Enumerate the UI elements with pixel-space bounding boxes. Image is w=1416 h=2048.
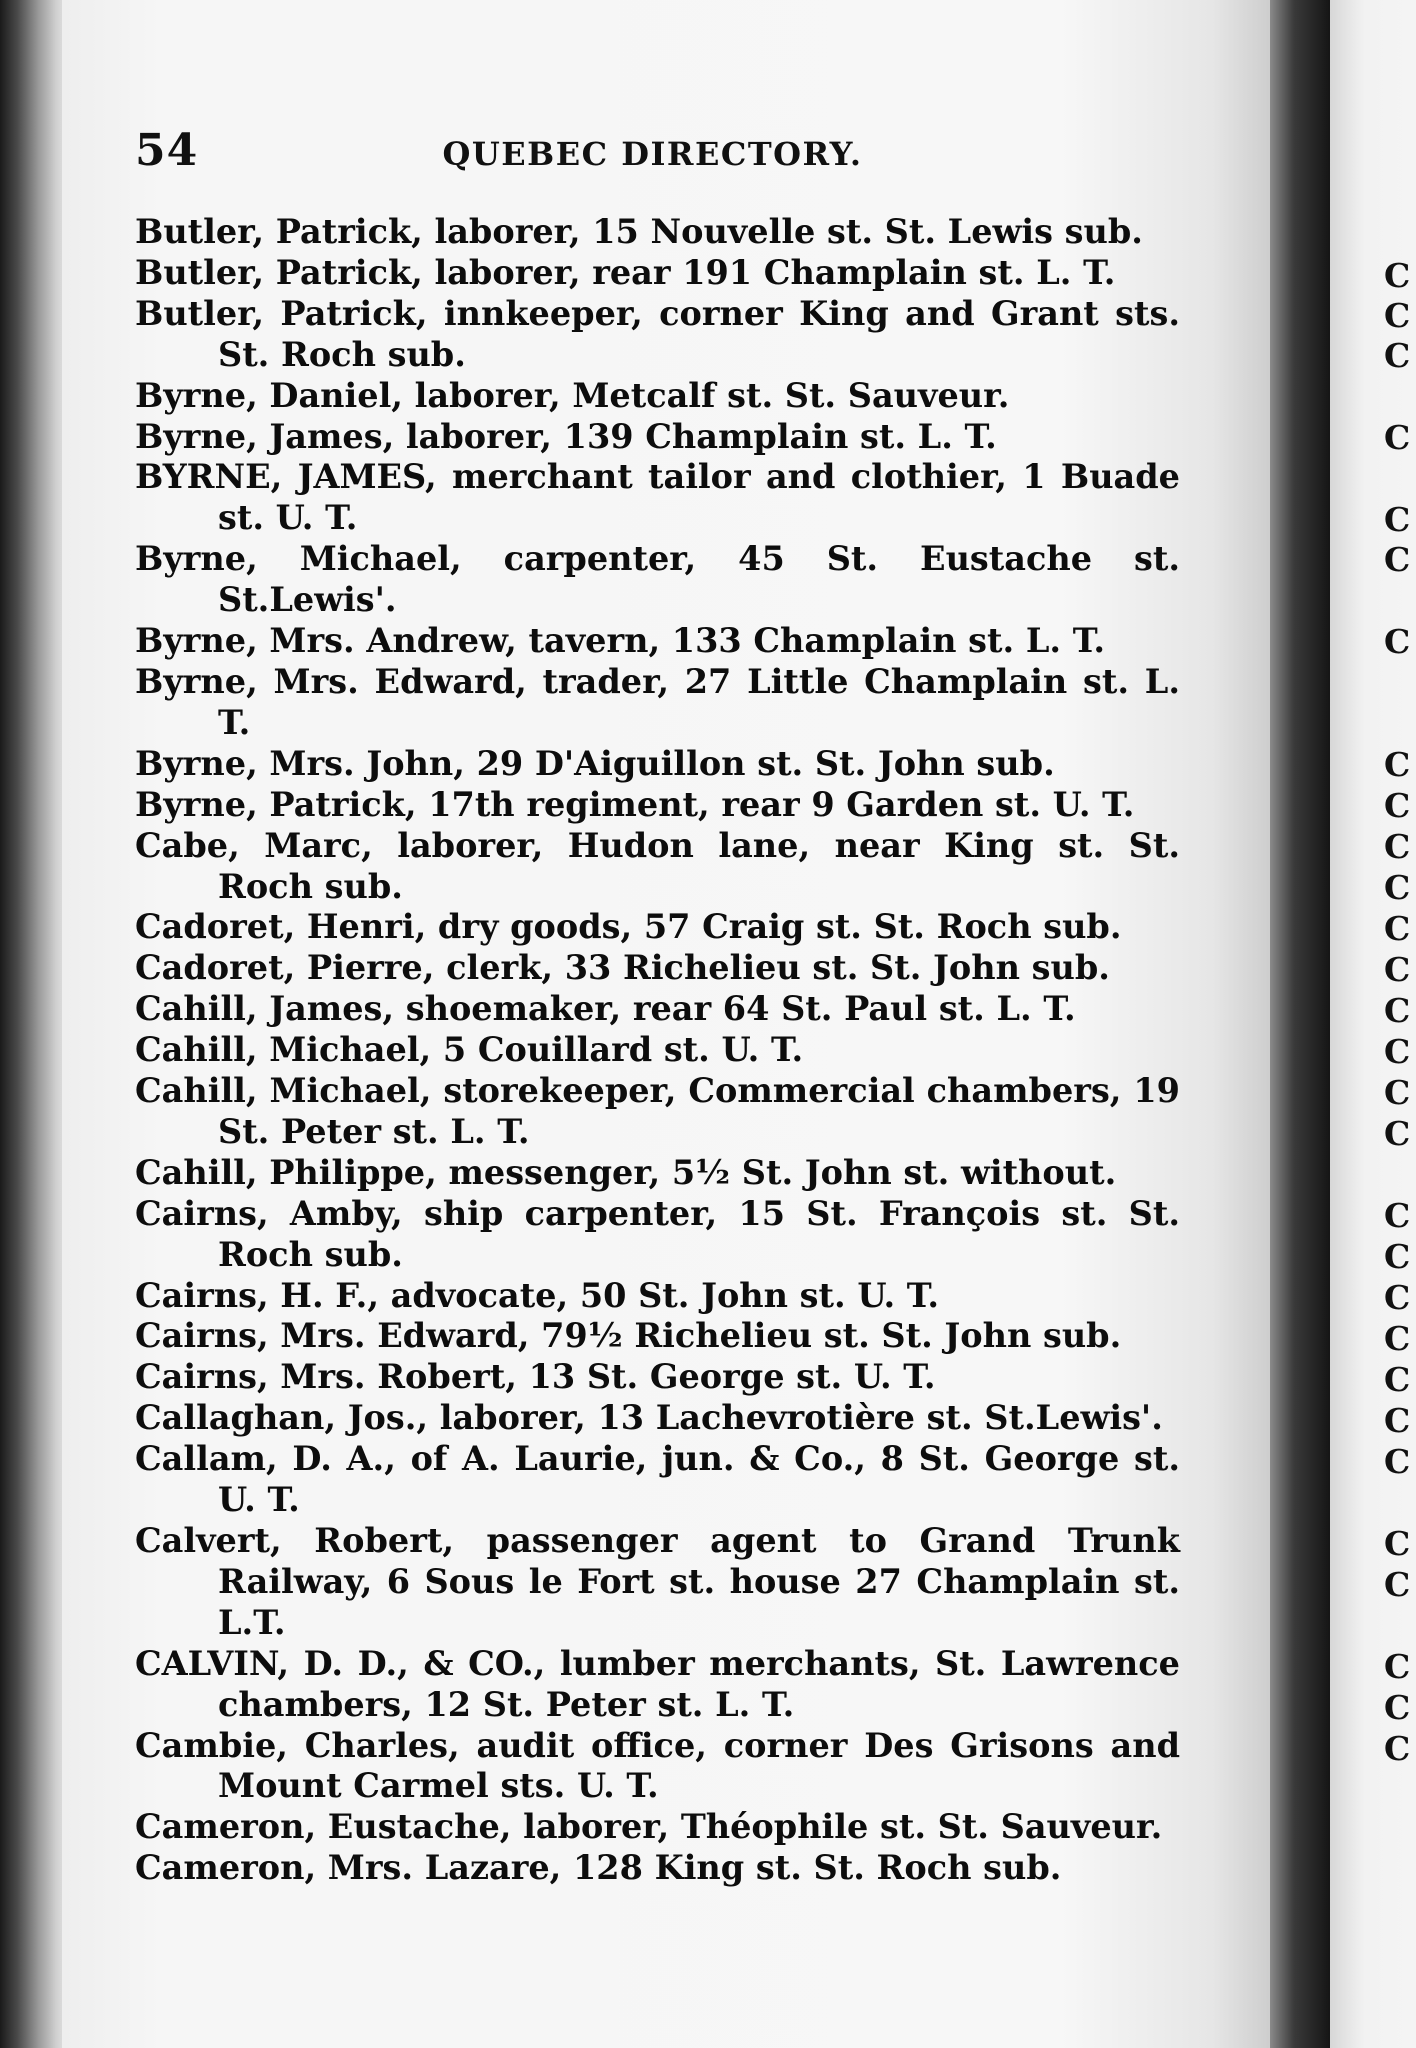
- directory-entry: Byrne, Mrs. Edward, trader, 27 Little Champlain st. L. T.: [135, 661, 1180, 742]
- facing-letter: C: [1384, 909, 1411, 948]
- facing-letter: C: [1384, 786, 1411, 825]
- directory-entry: Cahill, Michael, storekeeper, Commercial chambers, 19 St. Peter st. L. T.: [135, 1071, 1180, 1151]
- facing-letter: C: [1384, 622, 1411, 661]
- directory-entry: Callaghan, Jos., laborer, 13 Lachevrotière st. St.Lewis'.: [135, 1398, 1163, 1438]
- facing-letter: C: [1384, 1565, 1411, 1604]
- directory-entry: Butler, Patrick, laborer, 15 Nouvelle st. St. Lewis sub.: [135, 212, 1143, 251]
- directory-entry: Calvert, Robert, passenger agent to Grand Trunk Railway, 6 Sous le Fort st. house 27 Champlain st. L.T.: [135, 1521, 1180, 1642]
- facing-letter: C: [1384, 1319, 1411, 1358]
- directory-entry: Cameron, Eustache, laborer, Théophile st. St. Sauveur.: [135, 1807, 1163, 1847]
- facing-letter: C: [1384, 1114, 1411, 1153]
- directory-entry: Butler, Patrick, laborer, rear 191 Champlain st. L. T.: [135, 252, 1116, 292]
- facing-letter: C: [1384, 500, 1411, 539]
- directory-entry: Cahill, Michael, 5 Couillard st. U. T.: [135, 1030, 804, 1070]
- facing-letter: C: [1384, 540, 1411, 579]
- facing-letter: C: [1384, 827, 1411, 866]
- directory-entry: Cairns, Mrs. Robert, 13 St. George st. U. T.: [135, 1357, 936, 1397]
- running-title: QUEBEC DIRECTORY.: [442, 135, 863, 173]
- directory-entry: Cadoret, Pierre, clerk, 33 Richelieu st. St. John sub.: [135, 948, 1110, 988]
- directory-entries: [135, 212, 1180, 1889]
- facing-letter: C: [1384, 1524, 1411, 1563]
- directory-entry: BYRNE, JAMES, merchant tailor and clothier, 1 Buade st. U. T.: [135, 457, 1180, 538]
- facing-letter: C: [1384, 418, 1411, 457]
- directory-entry: Butler, Patrick, innkeeper, corner King and Grant sts. St. Roch sub.: [135, 293, 1180, 374]
- facing-letter: C: [1384, 1196, 1411, 1235]
- book-left-edge: [0, 0, 70, 2048]
- facing-letter: C: [1384, 256, 1411, 295]
- facing-letter: C: [1384, 296, 1411, 335]
- book-gutter: [1270, 0, 1330, 2048]
- facing-letter: C: [1384, 1688, 1411, 1727]
- directory-entry: Cabe, Marc, laborer, Hudon lane, near King st. St. Roch sub.: [135, 825, 1180, 906]
- facing-letter: C: [1384, 1401, 1411, 1440]
- facing-letter: C: [1384, 1729, 1411, 1768]
- directory-entry: Cadoret, Henri, dry goods, 57 Craig st. St. Roch sub.: [135, 907, 1122, 947]
- facing-page-edge: [1330, 0, 1416, 2048]
- facing-letter: C: [1384, 1073, 1411, 1112]
- directory-entry: CALVIN, D. D., & CO., lumber merchants, St. Lawrence chambers, 12 St. Peter st. L. T.: [135, 1643, 1180, 1724]
- facing-letter: C: [1384, 868, 1411, 907]
- directory-entry: Byrne, Michael, carpenter, 45 St. Eustache st. St.Lewis'.: [135, 539, 1180, 620]
- directory-entry: Byrne, Mrs. John, 29 D'Aiguillon st. St. John sub.: [135, 743, 1055, 783]
- directory-entry: Byrne, Mrs. Andrew, tavern, 133 Champlain st. L. T.: [135, 621, 1105, 661]
- directory-entry: Cahill, James, shoemaker, rear 64 St. Paul st. L. T.: [135, 989, 1076, 1029]
- page-header: [135, 125, 1170, 185]
- facing-letter: C: [1384, 1032, 1411, 1071]
- directory-entry: Cairns, Amby, ship carpenter, 15 St. François st. St. Roch sub.: [135, 1193, 1180, 1274]
- facing-letter: C: [1384, 1360, 1411, 1399]
- facing-letter: C: [1384, 950, 1411, 989]
- directory-entry: Cairns, Mrs. Edward, 79½ Richelieu st. St. John sub.: [135, 1316, 1122, 1356]
- directory-entry: Cairns, H. F., advocate, 50 St. John st. U. T.: [135, 1275, 940, 1315]
- directory-entry: Byrne, Daniel, laborer, Metcalf st. St. Sauveur.: [135, 375, 1010, 415]
- directory-entry: Callam, D. A., of A. Laurie, jun. & Co., 8 St. George st. U. T.: [135, 1439, 1180, 1520]
- directory-entry: Cameron, Mrs. Lazare, 128 King st. St. Roch sub.: [135, 1848, 1062, 1888]
- facing-letter: C: [1384, 745, 1411, 784]
- directory-entry: Byrne, Patrick, 17th regiment, rear 9 Garden st. U. T.: [135, 784, 1135, 824]
- facing-letter: C: [1384, 991, 1411, 1030]
- facing-letter: C: [1384, 1647, 1411, 1686]
- directory-entry: Cambie, Charles, audit office, corner Des Grisons and Mount Carmel sts. U. T.: [135, 1725, 1180, 1806]
- facing-letter: C: [1384, 1278, 1411, 1317]
- facing-letter: C: [1384, 1237, 1411, 1276]
- directory-entry: Byrne, James, laborer, 139 Champlain st. L. T.: [135, 416, 997, 456]
- facing-letter: C: [1384, 1442, 1411, 1481]
- directory-entry: Cahill, Philippe, messenger, 5½ St. John st. without.: [135, 1152, 1117, 1192]
- page-number: 54: [135, 125, 199, 176]
- facing-letter: C: [1384, 336, 1411, 375]
